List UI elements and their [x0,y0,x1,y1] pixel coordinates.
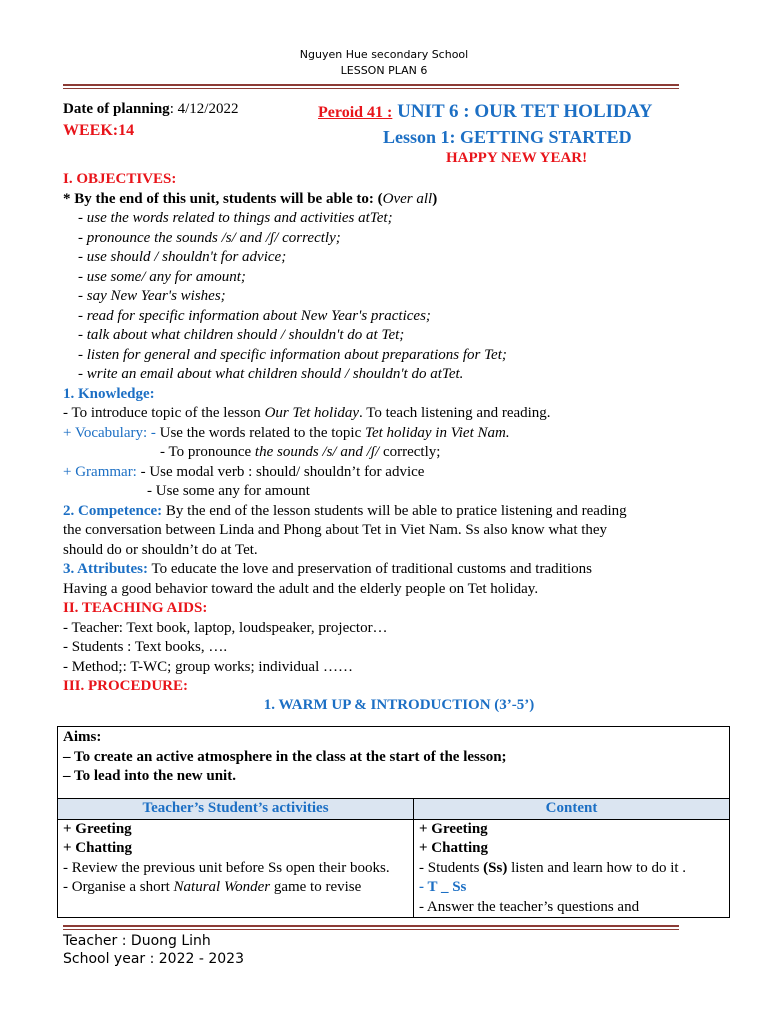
content-students [419,859,724,879]
footer-school-year: School year : 2022 - 2023 [63,951,244,967]
competence-text: should do or shouldn’t do at Tet. [63,542,258,558]
aims-label: Aims: [63,729,102,745]
objectives-intro [63,190,437,210]
objectives-intro-italic: Over all [382,191,433,207]
aims-cell [58,727,730,799]
activity-chatting: + Chatting [63,840,132,856]
competence-heading: 2. Competence: [63,503,163,519]
objective-item: - pronounce the sounds /s/ and /ʃ/ correctly; [78,230,341,246]
column-header-activities: Teacher’s Student’s activities [58,799,414,820]
warm-up-table [57,726,730,918]
teaching-aid-item: - Teacher: Text book, laptop, loudspeaker, projector… [63,620,388,636]
period-label: Peroid 41 : [318,104,393,121]
vocabulary-label: + Vocabulary: - [63,425,160,441]
week-label: WEEK:14 [63,122,135,139]
school-name: Nguyen Hue secondary School [299,48,469,61]
content-chatting: + Chatting [419,840,488,856]
warm-up-heading: 1. WARM UP & INTRODUCTION (3’-5’) [263,697,535,713]
header-rule-thin [63,88,679,89]
lesson-title: Lesson 1: GETTING STARTED [383,127,632,147]
vocabulary-topic: Tet holiday in Viet Nam. [365,425,510,441]
grammar-item: - Use modal verb : should/ shouldn’t for advice [140,464,425,480]
content-greeting: + Greeting [419,820,488,837]
competence-text: By the end of the lesson students will be able to pratice listening and reading [162,503,627,519]
grammar-label: + Grammar: [63,464,141,480]
aims-item: – To lead into the new unit. [63,768,236,784]
aims-item: – To create an active atmosphere in the class at the start of the lesson; [63,748,507,765]
document-title: LESSON PLAN 6 [340,64,428,77]
attributes-text: To educate the love and preservation of traditional customs and traditions [148,561,592,577]
objective-item: - use should / shouldn't for advice; [78,249,287,265]
activities-cell [58,819,414,918]
content-cell [414,819,730,918]
procedure-heading: III. PROCEDURE: [63,678,189,694]
teaching-aid-item: - Method;: T-WC; group works; individual …… [63,659,353,675]
activity-organise-a: - Organise a short [63,879,174,895]
objective-item: - listen for general and specific information about preparations for Tet; [78,347,507,363]
objective-item: - use some/ any for amount; [78,269,246,285]
footer-rule [63,925,679,927]
date-of-planning [63,101,238,118]
unit-title [318,101,652,123]
objectives-intro-end: ) [432,191,438,207]
pronunciation-sounds: the sounds /s/ and /ʃ/ [254,444,380,460]
pronunciation-line [160,443,440,463]
knowledge-intro-c: . To teach listening and reading. [359,405,551,421]
date-value: : 4/12/2022 [169,101,239,117]
competence-text: the conversation between Linda and Phong about Tet in Viet Nam. Ss also know what they [63,522,608,538]
grammar-line [63,463,424,483]
activity-organise [63,878,408,898]
content-interaction: - T _ Ss [419,879,467,895]
knowledge-intro [63,404,551,424]
attributes-line [63,560,592,580]
table-row [58,819,730,918]
activity-organise-c: game to revise [270,879,362,895]
attributes-text: Having a good behavior toward the adult and the elderly people on Tet holiday. [63,581,539,597]
objectives-heading: I. OBJECTIVES: [63,171,177,187]
knowledge-heading: 1. Knowledge: [63,386,155,402]
objective-item: - say New Year's wishes; [78,288,226,304]
pronunciation-end: correctly; [379,444,441,460]
unit-name: UNIT 6 : OUR TET HOLIDAY [392,101,653,122]
knowledge-intro-a: - To introduce topic of the lesson [63,405,265,421]
objective-item: - write an email about what children should / shouldn't do atTet. [78,366,464,382]
vocabulary-line [63,424,510,444]
objective-item: - talk about what children should / shouldn't do at Tet; [78,327,405,343]
footer-teacher: Teacher : Duong Linh [63,933,211,949]
competence-line [63,502,627,522]
objective-item: - use the words related to things and activities atTet; [78,210,393,226]
vocabulary-text: Use the words related to the topic [159,425,365,441]
aims-row [58,727,730,799]
column-header-content: Content [414,799,730,820]
objectives-intro-text: * By the end of this unit, students will be able to: ( [63,191,383,207]
content-students-c: listen and learn how to do it . [507,859,687,876]
activity-greeting: + Greeting [63,820,132,837]
content-answer: - Answer the teacher’s questions and [419,898,640,915]
content-students-a: - Students [419,859,484,876]
content-students-abbr: (Ss) [483,859,508,876]
objective-item: - read for specific information about New Year's practices; [78,308,431,324]
teaching-aids-heading: II. TEACHING AIDS: [63,600,208,616]
lesson-subtitle: HAPPY NEW YEAR! [446,150,588,166]
knowledge-topic: Our Tet holiday [264,405,360,421]
attributes-heading: 3. Attributes: [63,561,148,577]
teaching-aid-item: - Students : Text books, …. [63,639,228,655]
table-header-row [58,799,730,820]
activity-review: - Review the previous unit before Ss open their books. [63,859,390,876]
game-name: Natural Wonder [173,879,271,895]
header-rule [63,84,679,86]
pronunciation-text: - To pronounce [160,444,255,460]
date-label: Date of planning [63,101,170,117]
footer-rule-thin [63,929,679,930]
grammar-item: - Use some any for amount [147,483,310,499]
